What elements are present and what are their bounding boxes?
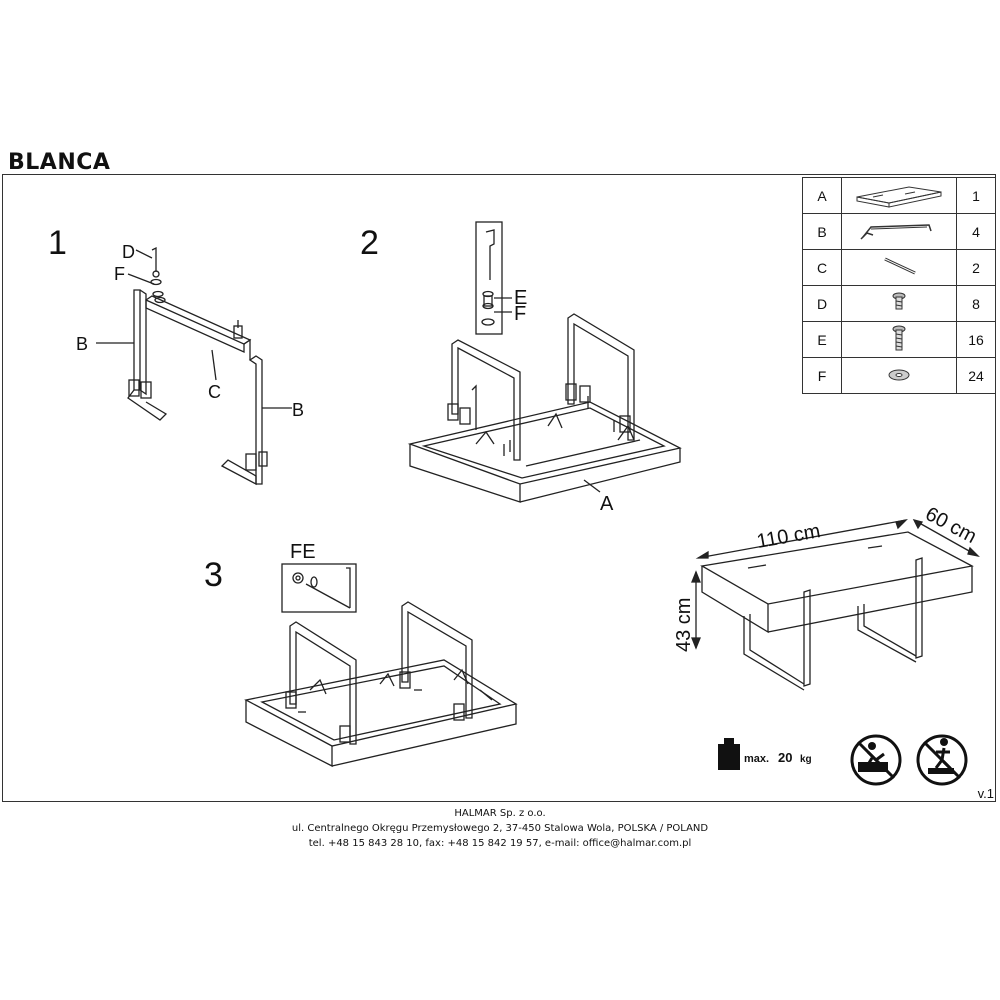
step-1-label-b-left: B — [76, 334, 89, 354]
step-1-label-c: C — [208, 382, 221, 402]
max-load-unit: kg — [800, 754, 812, 765]
part-label: B — [803, 214, 842, 250]
footer-address: ul. Centralnego Okręgu Przemysłowego 2, 37-450 Stalowa Wola, POLSKA / POLAND — [291, 823, 709, 834]
step-2-assembly — [410, 222, 680, 502]
part-qty: 8 — [957, 286, 996, 322]
step-3-assembly — [246, 564, 516, 766]
step-3-label-fe: FE — [290, 541, 316, 563]
finished-table — [692, 520, 978, 690]
part-label: A — [803, 178, 842, 214]
step-1-label-f: F — [114, 264, 125, 284]
no-standing-icon — [918, 736, 966, 784]
step-3-number: 3 — [204, 556, 223, 594]
product-title: BLANCA — [8, 150, 111, 175]
max-load-prefix: max. — [744, 753, 770, 765]
step-1-number: 1 — [48, 224, 67, 262]
part-label: F — [803, 358, 842, 394]
step-1-label-d: D — [122, 242, 135, 262]
part-label: E — [803, 322, 842, 358]
part-qty: 16 — [957, 322, 996, 358]
dimension-depth: 60 cm — [921, 502, 981, 548]
part-qty: 2 — [957, 250, 996, 286]
no-climbing-icon — [852, 736, 900, 784]
part-qty: 24 — [957, 358, 996, 394]
part-label: D — [803, 286, 842, 322]
step-2-number: 2 — [360, 224, 379, 262]
part-qty: 4 — [957, 214, 996, 250]
step-1-frame — [96, 248, 292, 484]
version-label: v.1 — [977, 786, 994, 801]
part-label: C — [803, 250, 842, 286]
footer — [0, 806, 1000, 851]
max-load-value: 20 — [778, 750, 793, 765]
footer-contact: tel. +48 15 843 28 10, fax: +48 15 842 19 57, e-mail: office@halmar.com.pl — [308, 838, 692, 849]
dimension-height: 43 cm — [673, 597, 695, 652]
dimension-length: 110 cm — [755, 520, 823, 553]
footer-company: HALMAR Sp. z o.o. — [454, 808, 546, 819]
step-2-label-e: E — [514, 287, 528, 309]
step-1-label-b-right: B — [292, 400, 305, 420]
weight-icon — [718, 738, 740, 770]
step-2-label-f: F — [514, 303, 527, 325]
part-qty: 1 — [957, 178, 996, 214]
step-2-label-a: A — [600, 493, 614, 515]
